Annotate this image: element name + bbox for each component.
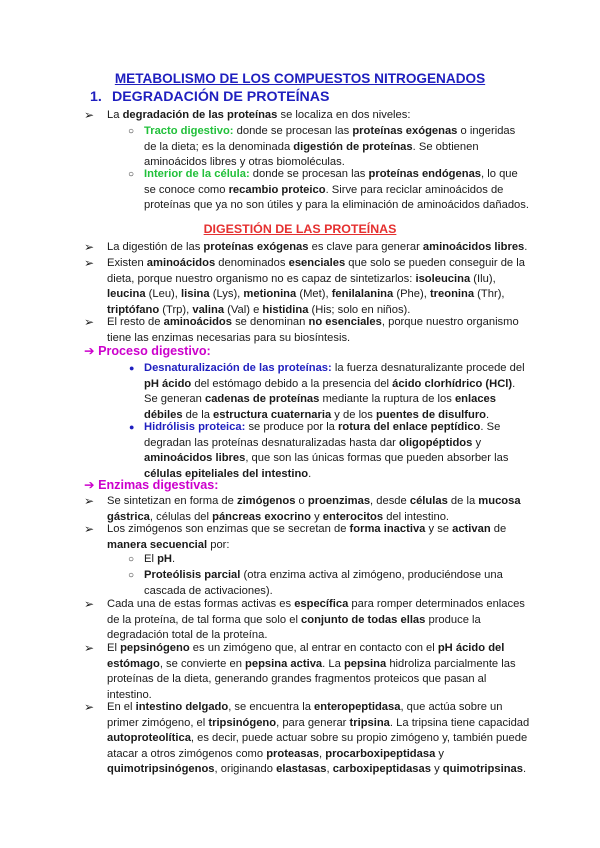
arrow-bullet-icon: ➢ [84,315,95,329]
paragraph: La degradación de las proteínas se localiza en dos niveles: [107,109,411,121]
paragraph: Tracto digestivo: donde se procesan las proteínas exógenas o ingeridas de la dieta; es la denominada digestión de proteínas. Se obtienen aminoácidos libres y otras biomoléculas. [144,125,516,169]
subsection-title: DIGESTIÓN DE LAS PROTEÍNAS [203,222,397,236]
paragraph: Se sintetizan en forma de zimógenos o proenzimas, desde células de la mucosa gástrica, células del páncreas exocrino y enterocitos del intestino. [107,495,521,523]
arrow-bullet-icon: ➢ [84,256,95,270]
arrow-bullet-icon: ➢ [84,641,95,655]
section-heading [90,90,330,106]
arrow-bullet-icon: ➢ [84,240,95,254]
circle-bullet-icon: ○ [128,570,135,581]
heading-text: Enzimas digestivas: [98,478,219,492]
paragraph: Proteólisis parcial (otra enzima activa al zimógeno, produciéndose una cascada de activaciones). [144,569,503,597]
arrow-bullet-icon: ➢ [84,700,95,714]
document-title: METABOLISMO DE LOS COMPUESTOS NITROGENADOS [114,71,486,86]
paragraph: La digestión de las proteínas exógenas es clave para generar aminoácidos libres. [107,241,528,253]
paragraph: El resto de aminoácidos se denominan no esenciales, porque nuestro organismo tiene las enzimas necesarias para su biosíntesis. [107,316,519,344]
arrow-bullet-icon: ➢ [84,522,95,536]
arrow-bullet-icon: ➢ [84,597,95,611]
arrow-bullet-icon: ➢ [84,108,95,122]
paragraph: Interior de la célula: donde se procesan las proteínas endógenas, lo que se conoce como recambio proteico. Sirve para reciclar aminoácidos de proteínas que ya no son útiles y para la eliminación de aminoácidos dañados. [144,168,529,212]
dot-bullet-icon: ● [129,422,135,432]
circle-bullet-icon: ○ [128,126,135,137]
paragraph: Los zimógenos son enzimas que se secretan de forma inactiva y se activan de manera secuencial por: [107,523,507,551]
dot-bullet-icon: ● [129,363,135,373]
arrow-bullet-icon: ➢ [84,494,95,508]
paragraph: Existen aminoácidos denominados esenciales que solo se pueden conseguir de la dieta, porque nuestro organismo no es capaz de sintetizarlos: isoleucina (Ilu), leucina (Leu), lisina (Lys), metionina (Met), fenilalanina (Phe), treonina (Thr), triptófano (Trp), valina (Val) e histidina (His; solo en niños). [107,257,525,316]
circle-bullet-icon: ○ [128,554,135,565]
paragraph: Hidrólisis proteica: se produce por la rotura del enlace peptídico. Se degradan las proteínas desnaturalizadas hasta dar oligopéptidos y aminoácidos libres, que son las únicas formas que pueden absorber las células epiteliales del intestino. [144,421,509,480]
bold-arrow-icon: ➔ [84,344,95,358]
paragraph: El pH. [144,553,176,565]
paragraph: El pepsinógeno es un zimógeno que, al entrar en contacto con el pH ácido del estómago, se convierte en pepsina activa. La pepsina hidroliza parcialmente las proteínas de la dieta, generando grandes fragmentos proteicos que pasan al intestino. [107,642,516,701]
circle-bullet-icon: ○ [128,169,135,180]
bold-arrow-icon: ➔ [84,478,95,492]
heading-text: Proceso digestivo: [98,344,211,358]
paragraph: Cada una de estas formas activas es específica para romper determinados enlaces de la proteína, de tal forma que solo el conjunto de todas ellas produce la degradación total de la proteína. [107,598,525,642]
section-title: DEGRADACIÓN DE PROTEÍNAS [111,89,330,105]
paragraph: En el intestino delgado, se encuentra la enteropeptidasa, que actúa sobre un primer zimógeno, el tripsinógeno, para generar tripsina. La tripsina tiene capacidad autoproteolítica, es decir, puede actuar sobre su propio zimógeno y, también puede atacar a otros zimógenos como proteasas, procarboxipeptidasa y quimotripsinógenos, originando elastasas, carboxipeptidasas y quimotripsinas. [107,701,530,776]
section-number: 1. [90,89,102,105]
paragraph: Desnaturalización de las proteínas: la fuerza desnaturalizante procede del pH ácido del estómago debido a la presencia del ácido clorhídrico (HCl). Se generan cadenas de proteínas mediante la ruptura de los enlaces débiles de la estructura cuaternaria y de los puentes de disulfuro. [144,362,525,421]
